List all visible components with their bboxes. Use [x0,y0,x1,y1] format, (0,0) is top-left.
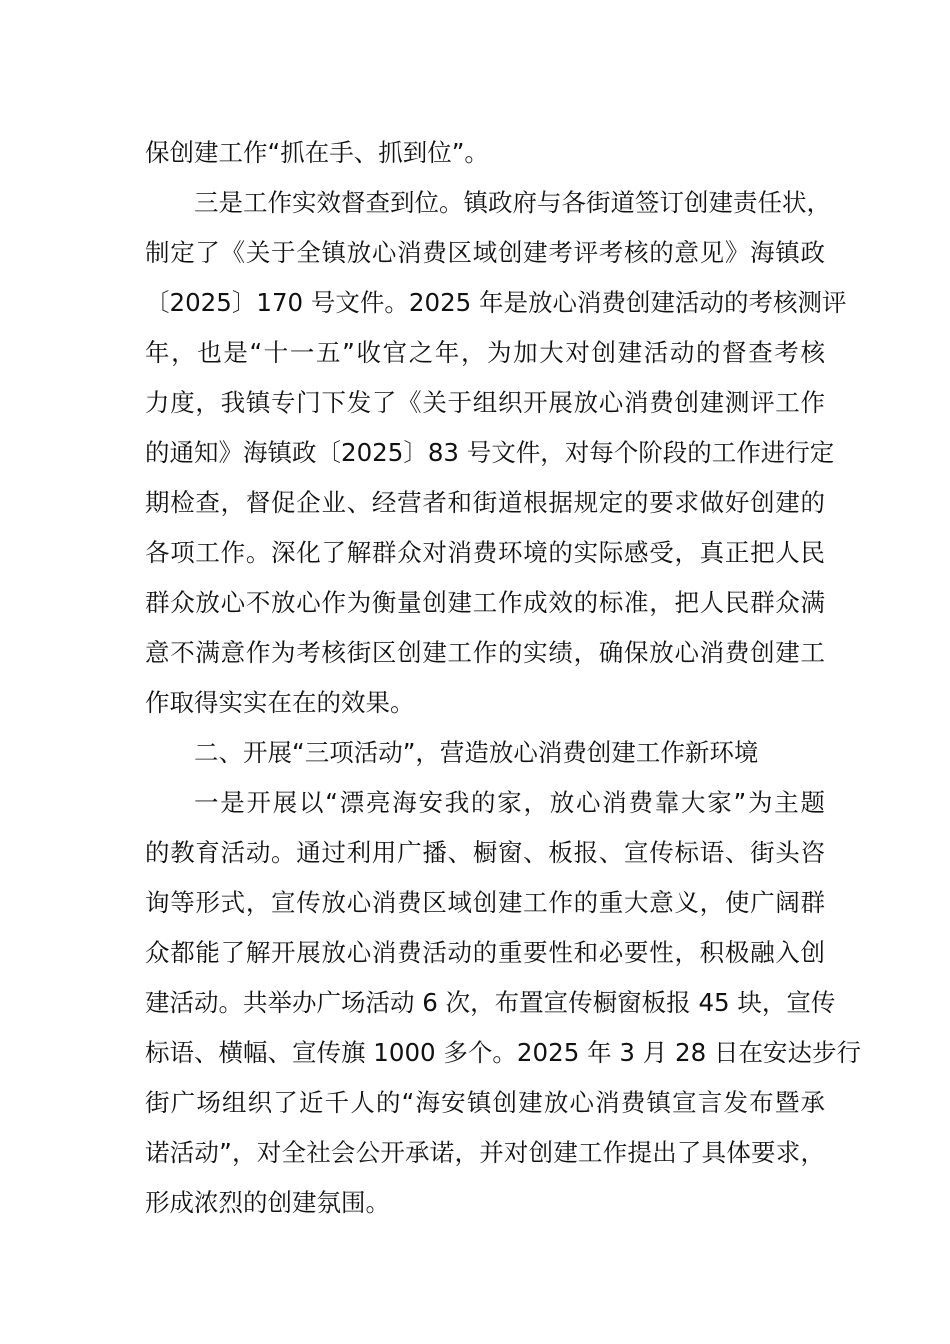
text-line: 期检查，督促企业、经营者和街道根据规定的要求做好创建的 [145,488,825,517]
text-line: 作取得实实在在的效果。 [145,688,415,717]
text-line: 制定了《关于全镇放心消费区域创建考评考核的意见》海镇政 [145,238,825,267]
text-line: 询等形式，宣传放心消费区域创建工作的重大意义，使广阔群 [145,888,825,917]
text-line: 〔2025〕170 号文件。2025 年是放心消费创建活动的考核测评 [145,288,847,317]
text-line: 街广场组织了近千人的“海安镇创建放心消费镇宣言发布暨承 [145,1088,825,1117]
text-line: 诺活动”，对全社会公开承诺，并对创建工作提出了具体要求， [145,1138,825,1167]
document-body [145,128,861,1228]
text-line: 一是开展以“漂亮海安我的家，放心消费靠大家”为主题 [194,788,825,817]
text-line: 年，也是“十一五”收官之年，为加大对创建活动的督查考核 [145,338,825,367]
text-line: 群众放心不放心作为衡量创建工作成效的标准，把人民群众满 [145,588,825,617]
text-line: 力度，我镇专门下发了《关于组织开展放心消费创建测评工作 [145,388,825,417]
text-line: 众都能了解开展放心消费活动的重要性和必要性，积极融入创 [145,938,825,967]
text-line: 标语、横幅、宣传旗 1000 多个。2025 年 3 月 28 日在安达步行 [145,1038,861,1067]
text-line: 的教育活动。通过利用广播、橱窗、板报、宣传标语、街头咨 [145,838,825,867]
text-line: 保创建工作“抓在手、抓到位”。 [145,138,489,167]
section-heading: 二、开展“三项活动”，营造放心消费创建工作新环境 [194,738,759,767]
text-line: 各项工作。深化了解群众对消费环境的实际感受，真正把人民 [145,538,825,567]
text-line: 的通知》海镇政〔2025〕83 号文件，对每个阶段的工作进行定 [145,438,835,467]
text-line: 意不满意作为考核街区创建工作的实绩，确保放心消费创建工 [145,638,825,667]
text-line: 形成浓烈的创建氛围。 [145,1188,390,1217]
text-line: 三是工作实效督查到位。镇政府与各街道签订创建责任状， [194,188,831,217]
text-line: 建活动。共举办广场活动 6 次，布置宣传橱窗板报 45 块，宣传 [145,988,836,1017]
